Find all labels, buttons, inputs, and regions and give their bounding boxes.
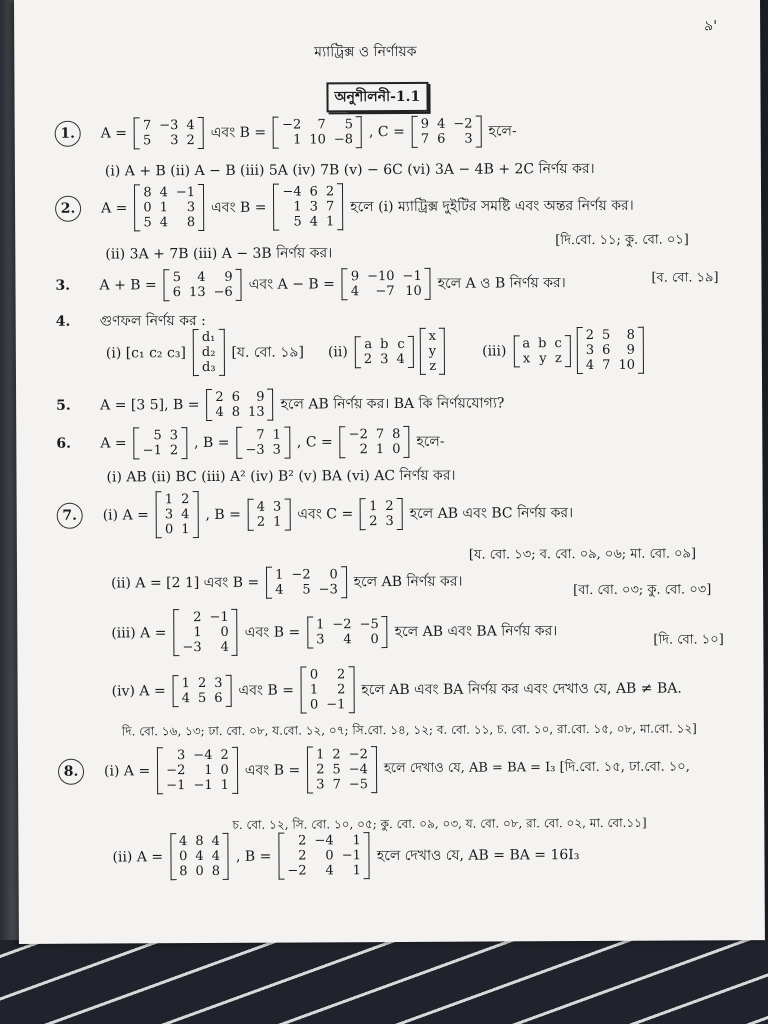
matrix-entry: 2 — [359, 442, 368, 458]
matrix — [134, 427, 188, 459]
matrix-entry: −2 — [348, 747, 368, 763]
matrix — [173, 674, 232, 706]
matrix-entry: 6 — [437, 131, 446, 147]
matrix — [248, 498, 291, 530]
matrix-entry: 6 — [214, 690, 223, 706]
matrix-entry: 2 — [363, 351, 373, 367]
page-number: ৯' — [704, 18, 718, 35]
label: (iv) A = — [111, 682, 166, 699]
matrix-entry: 3 — [316, 777, 325, 793]
matrix-entry: −2 — [453, 116, 473, 132]
board-reference: চ. বো. ১২, সি. বো. ১০, ০৫; কু. বো. ০৯, ০৩, য. বো. ০৮, রা. বো. ০২, মা. বো.১১] — [232, 815, 647, 832]
matrix-entry: −1 — [209, 609, 229, 625]
matrix-entry: −3 — [182, 640, 202, 656]
matrix-entry: 13 — [188, 285, 206, 301]
matrix-entry: 0 — [220, 624, 229, 640]
matrix — [340, 426, 410, 458]
matrix-entry: 1 — [316, 747, 325, 763]
matrix-entry: 3 — [272, 499, 282, 515]
matrix-entry: 9 — [350, 269, 360, 285]
label: এবং B = — [211, 199, 267, 216]
matrix-entry: 0 — [325, 848, 334, 864]
matrix-entry: −3 — [245, 442, 265, 458]
matrix-entry: 2 — [256, 514, 266, 530]
matrix-entry: a — [522, 335, 531, 351]
matrix-entry: 8 — [143, 185, 152, 201]
label: (ii) — [327, 343, 348, 360]
matrix-entry: 2 — [316, 762, 325, 778]
matrix-entry: 1 — [181, 522, 190, 538]
matrix-entry: d₂ — [201, 344, 216, 361]
matrix — [273, 116, 362, 148]
matrix-entry: −5 — [359, 616, 379, 632]
matrix-entry: 1 — [273, 514, 282, 530]
matrix-entry: 4 — [220, 639, 229, 655]
matrix-entry: 0 — [309, 697, 319, 713]
matrix-entry: 8 — [195, 834, 204, 850]
label: A = — [100, 435, 127, 452]
matrix-entry: 5 — [332, 762, 341, 778]
question-1-parts: (i) A + B (ii) A − B (iii) 5A (iv) 7B (v) − 6C (vi) 3A − 4B + 2C নির্ণয় কর। — [104, 160, 595, 180]
matrix-entry: −3 — [159, 118, 179, 134]
matrix-entry: 1 — [181, 675, 190, 691]
book-page — [14, 0, 765, 944]
matrix-entry: y — [539, 350, 547, 366]
matrix-entry: 4 — [256, 499, 266, 515]
label: এবং B = — [210, 124, 267, 141]
matrix-entry: −2 — [291, 567, 311, 583]
label: হলে দেখাও যে, AB = BA = I₃ [দি.বো. ১৫, ঢা.বো. ১০, — [383, 759, 690, 777]
matrix-entry: 10 — [618, 357, 636, 373]
matrix-entry: 7 — [420, 131, 430, 147]
question-8-ii — [108, 831, 583, 880]
matrix-entry: 4 — [195, 849, 204, 865]
matrix-entry: 4 — [343, 631, 352, 647]
question-number-circled: 7. — [57, 502, 83, 528]
matrix-entry: 13 — [247, 404, 265, 420]
matrix-entry: 0 — [220, 762, 229, 778]
matrix-entry: 7 — [142, 118, 152, 134]
label: হলে (i) ম্যাট্রিক্স দুইটির সমষ্টি এবং অন্তর নির্ণয় কর। — [350, 197, 634, 215]
label: হলে AB এবং BA নির্ণয় কর এবং দেখাও যে, AB ≠ BA. — [361, 680, 682, 698]
exercise-title: অনুশীলনী-1.1 — [326, 82, 428, 113]
question-4-parts — [102, 327, 647, 377]
label: (i) A = — [103, 762, 151, 780]
matrix-entry: −1 — [166, 778, 186, 794]
matrix-entry: −2 — [282, 117, 302, 133]
label: হলে AB এবং BC নির্ণয় কর। — [409, 504, 574, 522]
matrix-entry: 3 — [272, 442, 281, 458]
label: গুণফল নির্ণয় কর : — [99, 312, 206, 330]
matrix — [307, 746, 377, 793]
label: এবং B = — [244, 624, 301, 641]
matrix-entry: 2 — [181, 492, 190, 508]
label: (ii) A = — [112, 848, 164, 865]
matrix-entry: 0 — [370, 631, 379, 647]
matrix-entry: 3 — [169, 428, 179, 444]
matrix-entry: −1 — [193, 777, 213, 794]
matrix-entry: −3 — [318, 582, 338, 598]
matrix-entry: −2 — [348, 427, 368, 443]
matrix-entry: 3 — [585, 342, 595, 359]
matrix — [412, 116, 482, 148]
matrix-entry: 4 — [350, 284, 360, 300]
matrix-entry: d₃ — [201, 359, 216, 376]
matrix — [278, 832, 370, 879]
board-reference: [দি. বো. ১০] — [653, 632, 724, 648]
matrix-entry: 2 — [298, 848, 307, 864]
matrix-entry: 8 — [392, 426, 401, 443]
matrix-entry: −1 — [142, 443, 162, 459]
matrix-entry: 2 — [197, 675, 207, 691]
matrix-entry: 10 — [405, 283, 422, 299]
matrix-entry: 5 — [142, 133, 152, 149]
question-6 — [56, 426, 448, 460]
label: (ii) A = [2 1] এবং B = — [111, 574, 260, 592]
matrix-entry: d₁ — [201, 329, 216, 346]
question-number-circled: 8. — [58, 758, 84, 784]
matrix-entry: −10 — [367, 269, 395, 285]
question-number: 5. — [56, 397, 71, 414]
matrix-entry: 8 — [186, 215, 196, 231]
matrix-entry: 6 — [309, 184, 318, 200]
matrix-entry: 3 — [385, 513, 394, 529]
matrix — [157, 747, 238, 794]
matrix-entry: z — [554, 350, 562, 366]
matrix-entry: 8 — [179, 864, 188, 880]
matrix-entry: 1 — [352, 863, 361, 879]
matrix-entry: 7 — [602, 357, 611, 373]
matrix-entry: 7 — [256, 427, 265, 443]
matrix — [236, 427, 290, 459]
matrix — [134, 117, 204, 149]
matrix-entry: 0 — [143, 200, 152, 216]
label: (i) A = — [102, 506, 149, 524]
matrix-entry: 0 — [164, 522, 174, 538]
label: হলে- — [488, 123, 517, 140]
matrix-entry: 1 — [352, 833, 361, 849]
label: (iii) — [482, 342, 507, 360]
matrix-entry: x — [428, 328, 437, 344]
board-reference: দি. বো. ১৬, ১৩; ঢা. বো. ০৮, য.বো. ১২, ০৭; সি.বো. ১৪, ১২; ব. বো. ১১, চ. বো. ১০, রা.বো. ১৫, ০৮, মা.বো. ১২] — [121, 721, 697, 739]
label: হলে AB নির্ণয় কর। — [353, 573, 463, 591]
matrix-entry: 1 — [309, 682, 319, 698]
label: , B = — [194, 434, 230, 452]
label: এবং B = — [244, 762, 301, 779]
matrix-entry: 4 — [396, 351, 405, 367]
background-cloth — [0, 940, 768, 1024]
matrix — [420, 328, 446, 375]
matrix — [513, 335, 571, 367]
matrix-entry: z — [429, 358, 437, 374]
matrix-entry: 1 — [369, 498, 378, 514]
matrix — [170, 833, 229, 880]
board-reference: [ব. বো. ১৯] — [651, 270, 719, 286]
matrix-entry: 4 — [178, 834, 188, 850]
matrix-entry: 1 — [326, 214, 335, 230]
matrix-entry: 4 — [309, 214, 319, 230]
matrix — [164, 269, 242, 301]
matrix-entry: −2 — [287, 863, 307, 879]
matrix-entry: −6 — [213, 284, 233, 300]
question-number-circled: 2. — [55, 195, 81, 221]
matrix-entry: 5 — [197, 690, 207, 706]
label: হলে দেখাও যে, AB = BA = 16I₃ — [376, 846, 580, 864]
matrix-entry: −4 — [282, 184, 302, 200]
matrix-entry: 0 — [329, 567, 338, 583]
label: হলে AB এবং BA নির্ণয় কর। — [394, 622, 558, 640]
matrix-entry: 0 — [195, 864, 204, 880]
matrix-entry: 8 — [211, 863, 221, 879]
matrix-entry: 1 — [316, 616, 325, 632]
matrix — [266, 566, 347, 598]
label: A = [3 5], B = — [100, 397, 200, 414]
matrix-entry: 2 — [369, 513, 378, 529]
matrix-entry: 7 — [317, 117, 326, 133]
question-7-i — [57, 489, 578, 539]
matrix-entry: 8 — [231, 404, 241, 420]
matrix-entry: 6 — [231, 389, 240, 405]
matrix-entry: 3 — [464, 131, 473, 147]
matrix-entry: x — [522, 350, 531, 366]
matrix-entry: c — [554, 335, 562, 351]
label: এবং B = — [238, 682, 294, 699]
matrix — [360, 497, 403, 529]
matrix-entry: −8 — [333, 132, 354, 148]
matrix-entry: 5 — [302, 582, 311, 598]
matrix-entry: 9 — [224, 269, 233, 285]
matrix-entry: −1 — [326, 697, 346, 713]
matrix-entry: 1 — [204, 762, 213, 779]
matrix-entry: 1 — [220, 777, 229, 793]
matrix-entry: −4 — [193, 747, 213, 764]
matrix-entry: 6 — [172, 285, 182, 301]
matrix-entry: 1 — [159, 200, 168, 216]
matrix-entry: 5 — [153, 428, 162, 444]
label: A = — [101, 199, 128, 217]
matrix-entry: 4 — [186, 118, 195, 134]
label: (i) [c₁ c₂ c₃] — [105, 344, 186, 362]
matrix-entry: −1 — [402, 268, 422, 284]
matrix-entry: −2 — [332, 616, 352, 632]
question-2-parts: (ii) 3A + 7B (iii) A − 3B নির্ণয় কর। — [105, 245, 333, 263]
matrix-entry: 2 — [193, 610, 202, 626]
matrix-entry: 2 — [215, 389, 224, 405]
matrix-entry: 7 — [375, 427, 385, 443]
matrix-entry: 4 — [585, 357, 595, 374]
matrix-entry: a — [364, 336, 373, 352]
matrix-entry: 1 — [293, 132, 302, 148]
label: এবং A − B = — [248, 276, 335, 293]
matrix-entry: −1 — [341, 848, 361, 864]
matrix-entry: 4 — [159, 215, 169, 231]
matrix-entry: 1 — [164, 492, 174, 508]
chapter-title: ম্যাট্রিক্স ও নির্ণায়ক — [314, 43, 417, 61]
matrix-entry: 4 — [325, 863, 334, 879]
matrix-entry: c — [397, 336, 405, 352]
label: , C = — [368, 123, 405, 141]
question-7-iv — [107, 664, 685, 714]
matrix-entry: 4 — [275, 582, 284, 598]
question-number-circled: 1. — [55, 121, 81, 147]
label: (iii) A = — [111, 624, 167, 641]
label: হলে A ও B নির্ণয় কর। — [437, 275, 566, 292]
matrix-entry: 5 — [344, 117, 354, 133]
label: , C = — [296, 434, 333, 451]
matrix-entry: 5 — [293, 214, 302, 230]
matrix-entry: 4 — [159, 185, 168, 201]
matrix-entry: 4 — [181, 690, 191, 706]
label: হলে- — [416, 433, 445, 450]
matrix-entry: −4 — [348, 762, 368, 778]
matrix-entry: 9 — [420, 116, 430, 132]
matrix — [342, 268, 431, 300]
matrix-entry: 0 — [309, 667, 319, 683]
matrix-entry: 2 — [325, 184, 335, 200]
label: এবং C = — [297, 505, 354, 523]
matrix-entry: 1 — [272, 427, 281, 443]
matrix — [301, 666, 355, 713]
question-number: 4. — [55, 313, 71, 330]
matrix-entry: 2 — [385, 498, 394, 514]
matrix-entry: 4 — [215, 404, 224, 420]
label: , B = — [205, 506, 241, 523]
matrix-entry: 3 — [316, 631, 325, 647]
matrix-entry: 3 — [186, 200, 196, 216]
board-reference: [য. বো. ১৩; ব. বো. ০৯, ০৬; মা. বো. ০৯] — [468, 546, 697, 563]
matrix-entry: 2 — [186, 133, 195, 149]
matrix-entry: b — [380, 336, 389, 352]
matrix-entry: 9 — [256, 389, 265, 405]
matrix-entry: −7 — [375, 284, 395, 300]
matrix-entry: −5 — [348, 777, 369, 793]
question-7-ii — [107, 566, 467, 600]
matrix-entry: 5 — [601, 327, 611, 343]
matrix-entry: 3 — [214, 675, 223, 691]
matrix-entry: 7 — [325, 199, 335, 215]
matrix-entry: 1 — [275, 567, 284, 583]
matrix-entry: 2 — [169, 443, 179, 459]
label: A = — [100, 125, 128, 142]
matrix-entry: 1 — [293, 199, 302, 215]
matrix — [156, 491, 199, 538]
matrix — [577, 327, 644, 374]
matrix — [173, 609, 238, 656]
matrix — [134, 184, 204, 231]
matrix-entry: −1 — [175, 185, 196, 201]
matrix — [193, 329, 225, 376]
board-reference: [বা. বো. ০৩; কু. বো. ০৩] — [573, 582, 712, 599]
question-5 — [56, 387, 508, 421]
matrix-entry: 2 — [336, 667, 346, 683]
label: , B = — [235, 848, 272, 865]
matrix-entry: −4 — [314, 833, 334, 849]
question-3 — [55, 267, 569, 302]
matrix — [307, 616, 388, 648]
matrix — [273, 183, 343, 230]
question-6-parts: (i) AB (ii) BC (iii) A² (iv) B² (v) BA (vi) AC নির্ণয় কর। — [106, 467, 456, 486]
question-1 — [55, 115, 521, 149]
question-2 — [55, 182, 638, 232]
matrix-entry: 3 — [176, 748, 186, 764]
matrix-entry: 2 — [298, 833, 307, 849]
matrix-entry: 3 — [170, 133, 179, 149]
matrix-entry: b — [538, 335, 547, 351]
matrix-entry: y — [428, 343, 437, 359]
matrix-entry: 4 — [211, 848, 220, 864]
matrix-entry: 0 — [179, 849, 188, 865]
matrix-entry: 7 — [332, 777, 341, 793]
label: A + B = — [99, 277, 157, 294]
matrix-entry: 5 — [143, 215, 152, 231]
matrix-entry: 0 — [392, 441, 401, 458]
board-reference: [য. বো. ১৯] — [231, 343, 304, 361]
matrix-entry: 4 — [181, 507, 190, 523]
matrix-entry: 2 — [337, 682, 346, 698]
board-reference: [দি.বো. ১১; কু. বো. ০১] — [555, 232, 689, 249]
matrix-entry: 3 — [164, 507, 174, 523]
matrix-entry: 1 — [193, 625, 202, 641]
matrix-entry: 3 — [380, 351, 389, 367]
matrix-entry: 9 — [626, 342, 635, 358]
matrix-entry: 4 — [197, 270, 206, 286]
matrix-entry: 10 — [309, 132, 326, 148]
matrix-entry: 3 — [309, 199, 319, 215]
question-7-iii — [107, 607, 561, 656]
matrix-entry: −2 — [166, 763, 186, 779]
matrix-entry: 8 — [626, 327, 635, 343]
matrix — [355, 335, 414, 367]
question-number: 6. — [56, 435, 71, 452]
matrix-entry: 4 — [211, 833, 220, 849]
matrix-entry: 4 — [437, 116, 446, 132]
matrix-entry: 2 — [332, 747, 341, 763]
matrix-entry: 5 — [172, 270, 181, 286]
matrix-entry: 6 — [602, 342, 611, 358]
question-8-i — [58, 744, 694, 794]
matrix-entry: 1 — [375, 442, 385, 458]
question-number: 3. — [55, 277, 71, 294]
label: হলে AB নির্ণয় কর। BA কি নির্ণয়যোগ্য? — [280, 395, 505, 413]
matrix — [206, 389, 273, 421]
matrix-entry: 2 — [585, 327, 595, 344]
matrix-entry: 2 — [220, 747, 229, 763]
